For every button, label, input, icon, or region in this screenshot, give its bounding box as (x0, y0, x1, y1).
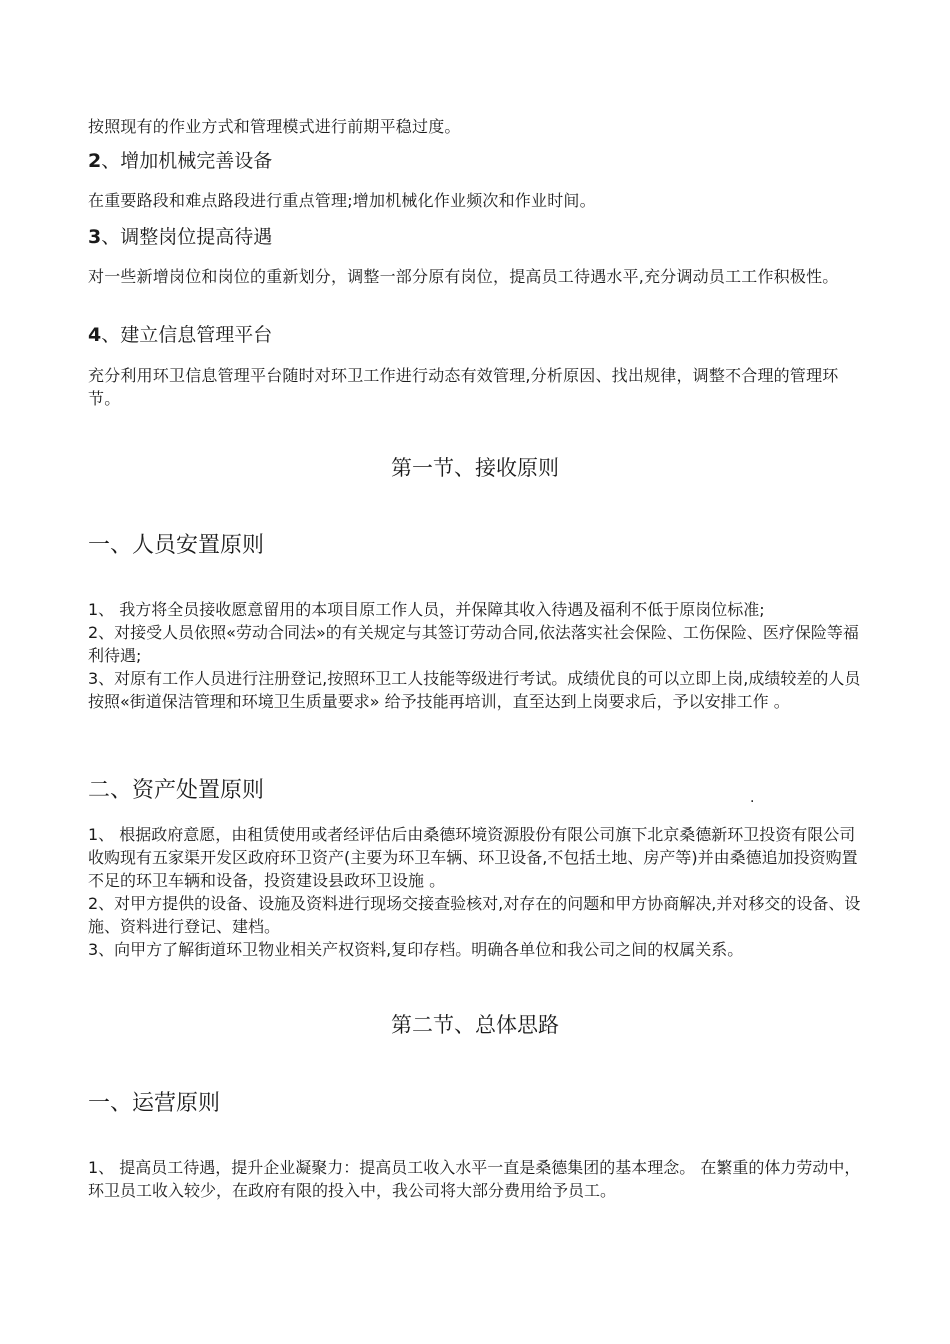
heading-item-3-number: 3 (88, 226, 102, 248)
list-item: 1、 我方将全员接收愿意留用的本项目原工作人员，并保障其收入待遇及福利不低于原岗位标准; (88, 600, 765, 619)
heading-item-2-title: 、增加机械完善设备 (101, 150, 273, 172)
section-2-title: 第二节、总体思路 (391, 1013, 559, 1037)
part-1-list (88, 598, 868, 713)
heading-item-3 (88, 224, 868, 250)
item-2-body: 在重要路段和难点路段进行重点管理;增加机械化作业频次和作业时间。 (88, 191, 596, 210)
part-3-title: 一、运营原则 (88, 1091, 221, 1116)
item-4-body: 充分利用环卫信息管理平台随时对环卫工作进行动态有效管理,分析原因、找出规律，调整不合理的管理环节。 (88, 366, 839, 408)
list-item: 2、对接受人员依照«劳动合同法»的有关规定与其签订劳动合同,依法落实社会保险、工伤保险、医疗保险等福利待遇; (88, 623, 859, 665)
heading-item-4-number: 4 (88, 324, 102, 346)
heading-item-2-number: 2 (88, 150, 102, 172)
stray-mark: . (750, 790, 755, 806)
heading-item-3-title: 、调整岗位提高待遇 (101, 226, 273, 248)
section-1-title: 第一节、接收原则 (391, 456, 559, 480)
list-item: 2、对甲方提供的设备、设施及资料进行现场交接查验核对,对存在的问题和甲方协商解决,并对移交的设备、设施、资料进行登记、建档。 (88, 894, 861, 936)
intro-paragraph: 按照现有的作业方式和管理模式进行前期平稳过度。 (88, 117, 461, 136)
heading-item-2 (88, 148, 868, 174)
heading-item-4 (88, 322, 868, 348)
list-item: 3、对原有工作人员进行注册登记,按照环卫工人技能等级进行考试。成绩优良的可以立即上岗,成绩较差的人员按照«街道保洁管理和环境卫生质量要求» 给予技能再培训，直至达到上岗要求后，予以安排工作 。 (88, 669, 861, 711)
part-3-list (88, 1156, 868, 1202)
part-2-list (88, 823, 868, 961)
list-item: 1、 提高员工待遇，提升企业凝聚力：提高员工收入水平一直是桑德集团的基本理念。 在繁重的体力劳动中，环卫员工收入较少，在政府有限的投入中，我公司将大部分费用给予员工。 (88, 1158, 861, 1200)
part-1-title: 一、人员安置原则 (88, 533, 265, 558)
heading-item-4-title: 、建立信息管理平台 (101, 324, 273, 346)
item-3-body: 对一些新增岗位和岗位的重新划分，调整一部分原有岗位，提高员工待遇水平,充分调动员工工作积极性。 (88, 267, 839, 286)
part-2-title: 二、资产处置原则 (88, 778, 265, 803)
list-item: 1、 根据政府意愿，由租赁使用或者经评估后由桑德环境资源股份有限公司旗下北京桑德新环卫投资有限公司收购现有五家渠开发区政府环卫资产(主要为环卫车辆、环卫设备,不包括土地、房产等)并由桑德追加投资购置不足的环卫车辆和设备，投资建设县政环卫设施 。 (88, 825, 858, 890)
list-item: 3、向甲方了解街道环卫物业相关产权资料,复印存档。明确各单位和我公司之间的权属关系。 (88, 940, 744, 959)
